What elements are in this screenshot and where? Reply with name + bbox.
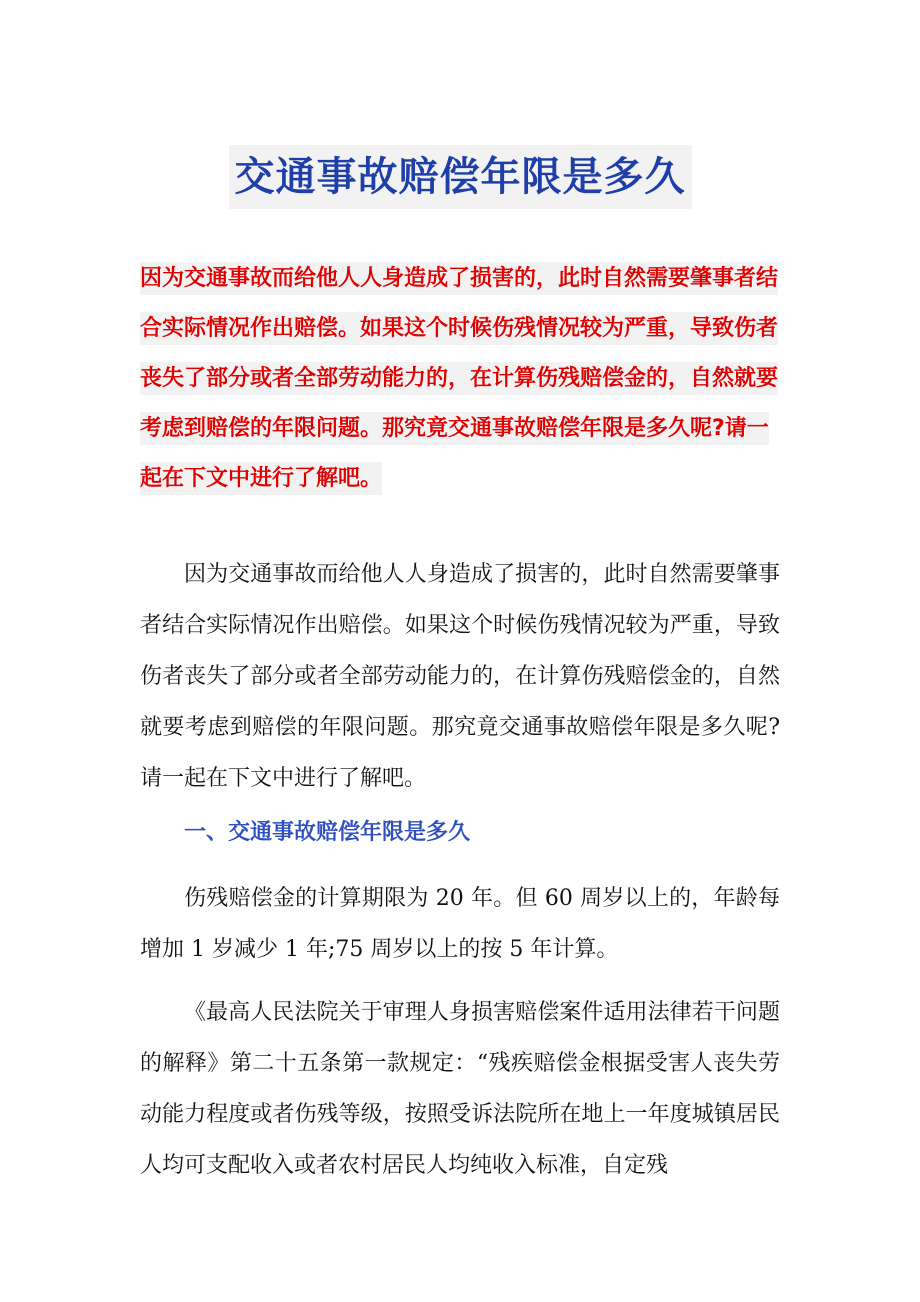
- summary-text: 因为交通事故而给他人人身造成了损害的，此时自然需要肇事者结合实际情况作出赔偿。如果这个时候伤残情况较为严重，导致伤者丧失了部分或者全部劳动能力的，在计算伤残赔偿金的，自然就要考虑到赔偿的年限问题。那究竟交通事故赔偿年限是多久呢?请一起在下文中进行了解吧。: [140, 262, 778, 495]
- title-container: [0, 118, 920, 236]
- page-title: 交通事故赔偿年限是多久: [229, 145, 692, 209]
- body-paragraph-1: 因为交通事故而给他人人身造成了损害的，此时自然需要肇事者结合实际情况作出赔偿。如果这个时候伤残情况较为严重，导致伤者丧失了部分或者全部劳动能力的，在计算伤残赔偿金的，自然就要考虑到赔偿的年限问题。那究竟交通事故赔偿年限是多久呢?请一起在下文中进行了解吧。: [140, 562, 780, 791]
- body-paragraph-3: 《最高人民法院关于审理人身损害赔偿案件适用法律若干问题的解释》第二十五条第一款规定：“残疾赔偿金根据受害人丧失劳动能力程度或者伤残等级，按照受诉法院所在地上一年度城镇居民人均可支配收入或者农村居民人均纯收入标准，自定残: [140, 1000, 780, 1178]
- summary-paragraph: [140, 254, 790, 504]
- section-heading: 一、交通事故赔偿年限是多久: [184, 820, 471, 845]
- body-paragraph-2: 伤残赔偿金的计算期限为 20 年。但 60 周岁以上的，年龄每增加 1 岁减少 1 年;75 周岁以上的按 5 年计算。: [140, 886, 780, 962]
